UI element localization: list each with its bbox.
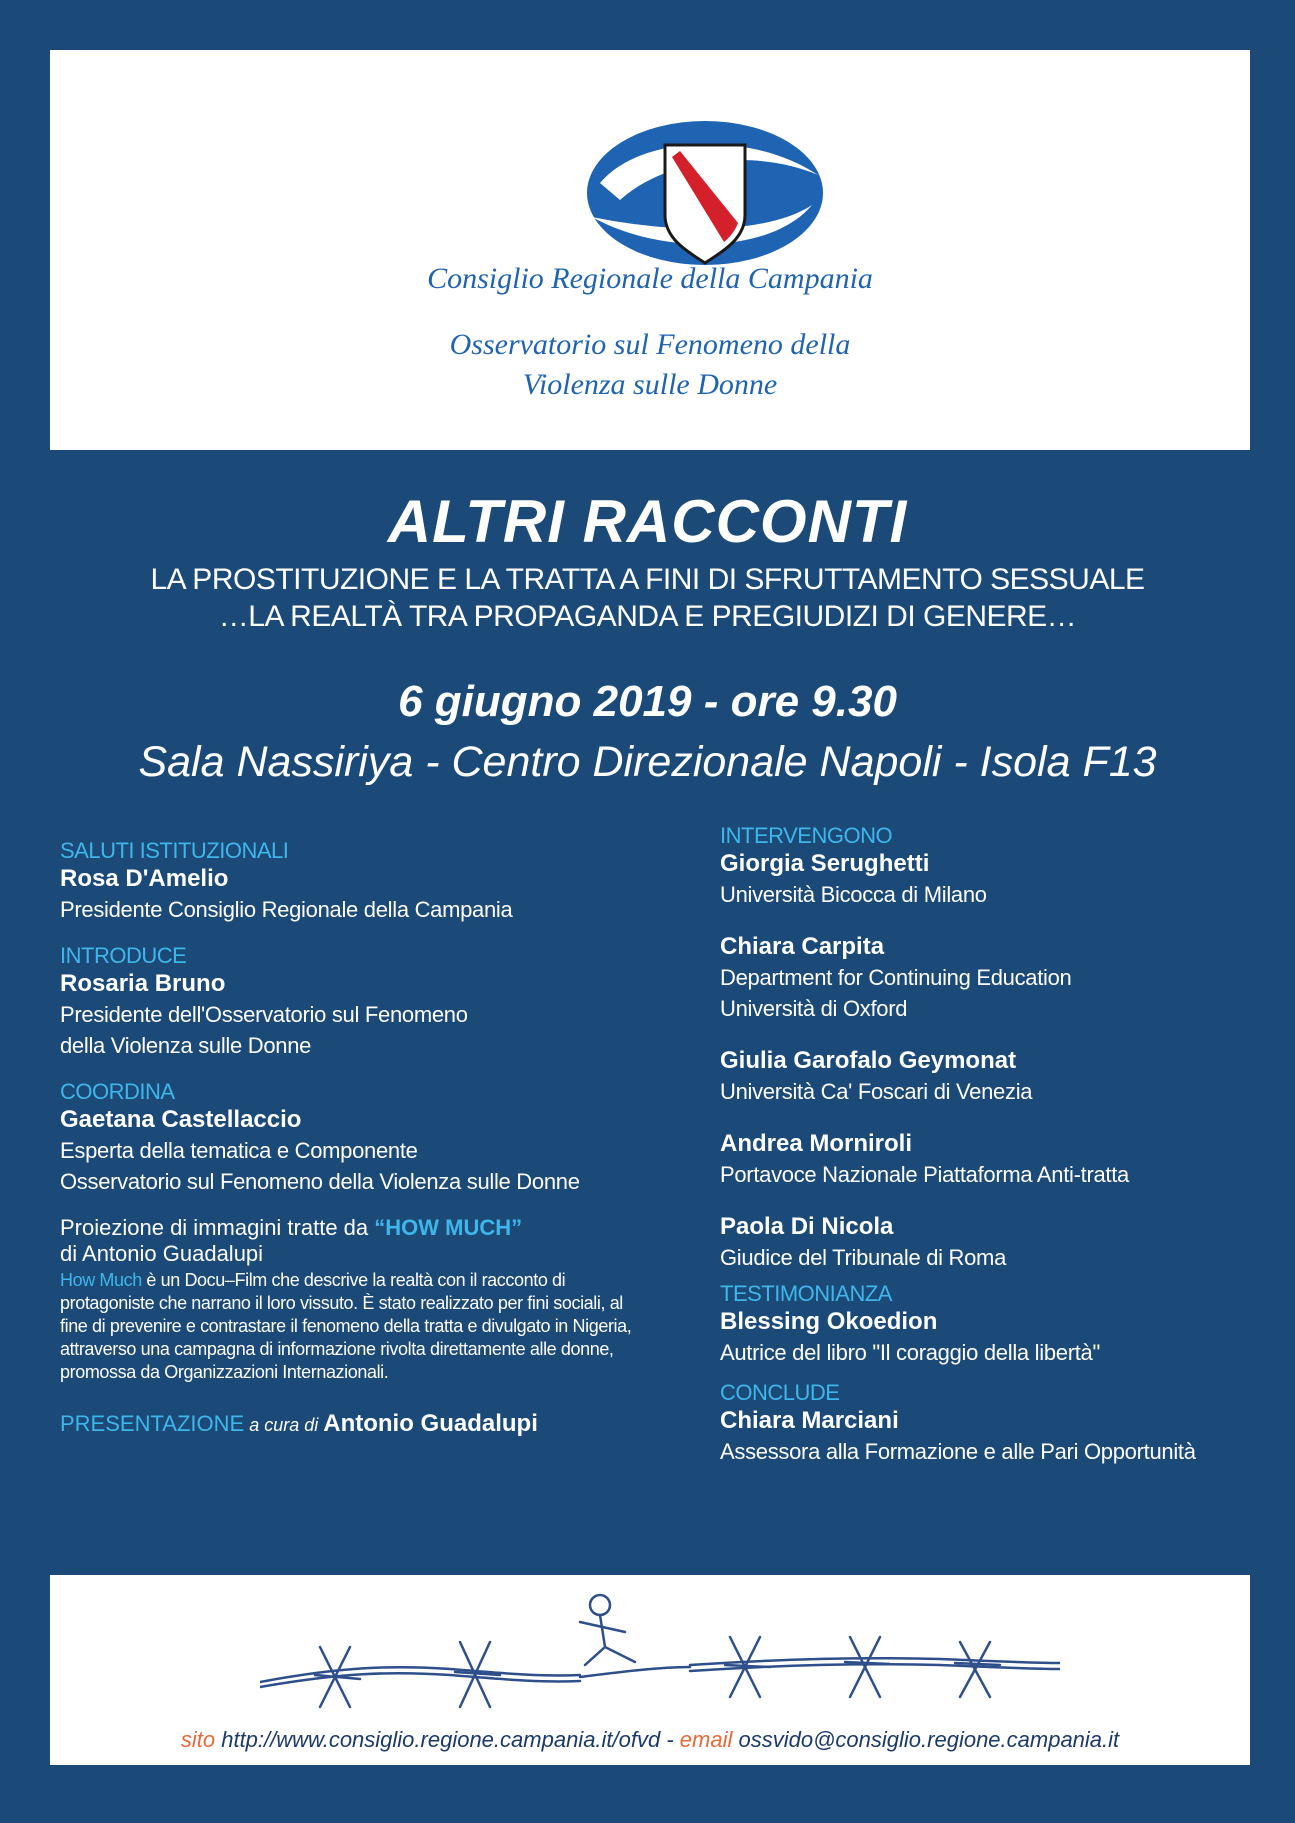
section-label: TESTIMONIANZA [720,1281,892,1306]
presentation-name: Antonio Guadalupi [323,1410,538,1437]
projection-text: Proiezione di immagini tratte da [60,1215,375,1240]
event-date: 6 giugno 2019 - ore 9.30 [398,677,897,726]
event-venue: Sala Nassiriya - Centro Direzionale Napoli - Isola F13 [138,738,1157,786]
presentation-cura: a cura di [244,1415,324,1435]
speaker-item [720,1212,1280,1273]
event-subtitle-line1: LA PROSTITUZIONE E LA TRATTA A FINI DI SFRUTTAMENTO SESSUALE [150,563,1145,596]
film-description-line: è un Docu–Film che descrive la realtà con il racconto di [141,1270,566,1290]
speaker-name: Gaetana Castellaccio [60,1106,302,1133]
email-label: email [679,1727,733,1752]
section-label-intervengono: INTERVENGONO [720,823,893,848]
regional-council-logo [580,105,830,280]
speaker-name: Andrea Morniroli [720,1130,913,1157]
section-introduce [60,943,700,1061]
film-description-line: promossa da Organizzazioni Internazionali. [60,1362,389,1382]
presentation-line [60,1410,700,1438]
section-conclude [720,1380,1280,1467]
section-coordina [60,1079,700,1197]
speaker-name: Rosa D'Amelio [60,865,229,892]
footer-separator: - [660,1727,680,1752]
section-testimonianza [720,1281,1280,1368]
speaker-role: Presidente dell'Osservatorio sul Fenomeno [60,1002,468,1027]
film-title: “HOW MUCH” [374,1215,523,1240]
film-description [60,1269,700,1384]
section-label: COORDINA [60,1079,175,1104]
org-name: Consiglio Regionale della Campania [427,262,873,295]
program-left-column [60,838,700,1438]
speaker-name: Rosaria Bruno [60,970,226,997]
presentation-label: PRESENTAZIONE [60,1411,245,1436]
speaker-role: Università di Oxford [720,996,908,1021]
speaker-name: Giulia Garofalo Geymonat [720,1047,1017,1074]
speaker-item [720,932,1280,1024]
speaker-name: Paola Di Nicola [720,1213,894,1240]
speaker-name: Chiara Carpita [720,933,885,960]
film-description-title: How Much [60,1270,142,1290]
speaker-role: Autrice del libro "Il coraggio della libertà" [720,1340,1100,1365]
speaker-name: Blessing Okoedion [720,1308,938,1335]
speaker-role: della Violenza sulle Donne [60,1033,312,1058]
email-address[interactable]: ossvido@consiglio.regione.campania.it [738,1727,1120,1752]
section-saluti [60,838,700,925]
speaker-name: Giorgia Serughetti [720,850,930,877]
film-description-line: attraverso una campagna di informazione rivolta direttamente alle donne, [60,1339,614,1359]
site-url[interactable]: http://www.consiglio.regione.campania.it/ofvd [221,1727,661,1752]
observatory-name-line1: Osservatorio sul Fenomeno della [449,328,851,361]
speaker-role: Esperta della tematica e Componente [60,1138,418,1163]
speaker-role: Università Bicocca di Milano [720,882,987,907]
speaker-role: Portavoce Nazionale Piattaforma Anti-tratta [720,1162,1129,1187]
header-panel [50,50,1250,450]
projection-info [60,1215,700,1267]
site-label: sito [180,1727,216,1752]
speaker-role: Assessora alla Formazione e alle Pari Opportunità [720,1439,1196,1464]
observatory-name-line2: Violenza sulle Donne [522,368,778,401]
speaker-item [720,849,1280,910]
film-author: di Antonio Guadalupi [60,1241,264,1266]
section-label: INTRODUCE [60,943,187,968]
speaker-role: Presidente Consiglio Regionale della Campania [60,897,513,922]
speaker-role: Department for Continuing Education [720,965,1072,990]
speaker-item [720,1129,1280,1190]
film-description-line: fine di prevenire e contrastare il fenomeno della tratta e divulgato in Nigeria, [60,1316,632,1336]
event-title: ALTRI RACCONTI [387,488,908,555]
section-label: SALUTI ISTITUZIONALI [60,838,289,863]
footer-contacts [50,1727,1250,1753]
speaker-role: Università Ca' Foscari di Venezia [720,1079,1033,1104]
speaker-item [720,1046,1280,1107]
film-description-line: protagoniste che narrano il loro vissuto. È stato realizzato per fini sociali, al [60,1293,623,1313]
speaker-name: Chiara Marciani [720,1407,899,1434]
speaker-role: Osservatorio sul Fenomeno della Violenza sulle Donne [60,1169,580,1194]
section-label: CONCLUDE [720,1380,840,1405]
footer-panel [50,1575,1250,1765]
program-right-column [720,823,1280,1489]
speaker-role: Giudice del Tribunale di Roma [720,1245,1007,1270]
event-subtitle-line2: …LA REALTÀ TRA PROPAGANDA E PREGIUDIZI DI GENERE… [218,600,1077,633]
barbed-wire-illustration [260,1587,1060,1717]
